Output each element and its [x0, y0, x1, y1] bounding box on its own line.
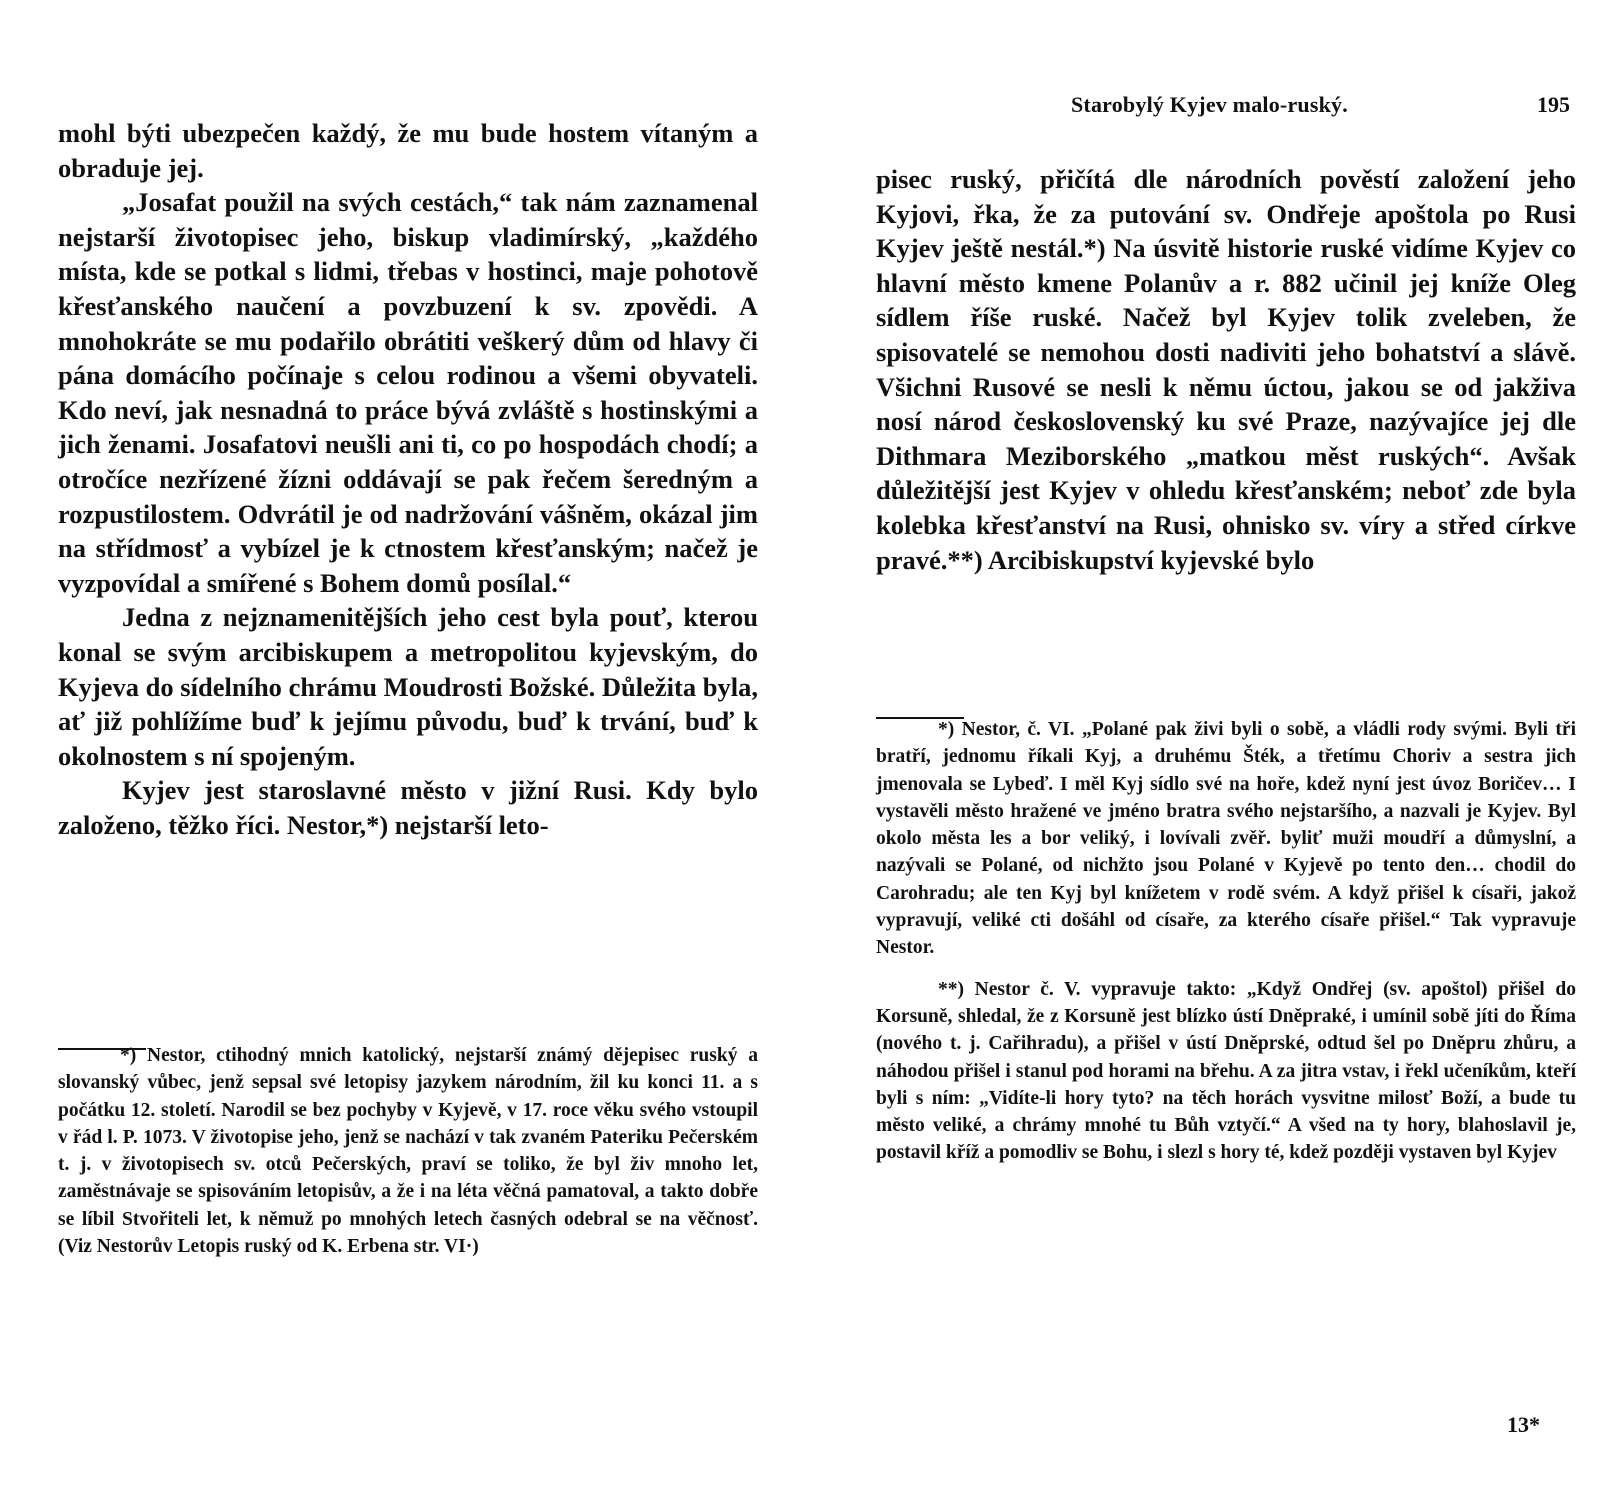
right-body-text: [876, 162, 1576, 577]
right-footnote-2: **) Nestor č. V. vypravuje takto: „Když Ondřej (sv. apoštol) přišel do Korsuně, shledal, že z Korsuně jest blízko ústí Dněpraké, i umínil sobě jíti do Říma (nového t. j. Cařihradu), a přišel v ústí Dněprské, odtud šel po Dněpru zhůru, a náhodou přišel i stanul pod horami na břehu. A za jitra vstav, i řekl učeníkům, kteří byli s ním: „Vidíte-li hory tyto? na těch horách vysvitne milosť Boží, a bude tu město veliké, a chrámy mnohé tu Bůh vztyčí.“ A všed na ty hory, blahoslavil je, postavil kříž a pomodliv se Bohu, i slezl s hory té, kdež později vystaven byl Kyjev: [876, 978, 1576, 1164]
left-page: [58, 0, 758, 1501]
right-paragraph-1: pisec ruský, přičítá dle národních pověstí založení jeho Kyjovi, řka, že za putování sv. Ondřeje apoštola po Rusi Kyjev ještě nestál.*) Na úsvitě historie ruské vidíme Kyjev co hlavní město kmene Polanův a r. 882 učinil jej kníže Oleg sídlem říše ruské. Načež byl Kyjev tolik zveleben, že spisovatelé se nemohou dosti nadiviti jeho bohatství a slávě. Všichni Rusové se nesli k němu úctou, jakou se od jakživa nosí národ československý ku své Praze, nazývajíce jej dle Dithmara Meziborského „matkou měst ruských“. Avšak důležitější jest Kyjev v ohledu křesťanském; neboť zde byla kolebka křesťanství na Rusi, ohnisko sv. víry a střed církve pravé.**) Arcibiskupství kyjevské bylo: [876, 164, 1576, 575]
right-footnotes: [876, 716, 1576, 1167]
running-header: [876, 92, 1576, 124]
left-paragraph-1: mohl býti ubezpečen každý, že mu bude hostem vítaným a obraduje jej.: [58, 118, 758, 183]
signature-mark: 13*: [1507, 1412, 1540, 1437]
running-title: Starobylý Kyjev malo-ruský.: [1071, 92, 1348, 117]
right-page: [876, 0, 1576, 1501]
left-footnotes: [58, 1042, 758, 1260]
left-body-text: [58, 116, 758, 842]
left-paragraph-4: Kyjev jest staroslavné město v jižní Rusi. Kdy bylo založeno, těžko říci. Nestor,*) nejstarší leto-: [58, 775, 758, 840]
left-paragraph-2: „Josafat použil na svých cestách,“ tak nám zaznamenal nejstarší životopisec jeho, biskup vladimírský, „každého místa, kde se potkal s lidmi, třebas v hostinci, maje pohotově křesťanského naučení a povzbuzení k sv. zpovědi. A mnohokráte se mu podařilo obrátiti veškerý dům od hlavy či pána domácího počínaje s celou rodinou a všemi obyvateli. Kdo neví, jak nesnadná to práce bývá zvláště s hostinskými a jich ženami. Josafatovi neušli ani ti, co po hospodách chodí; a otročíce nezřízené žízni oddávají se pak řečem šeredným a rozpustilostem. Odvrátil je od nadržování vášněm, okázal jim na střídmosť a vybízel je k ctnostem křesťanským; načež je vyzpovídal a smířené s Bohem domů posílal.“: [58, 187, 758, 598]
left-paragraph-3: Jedna z nejznamenitějších jeho cest byla pouť, kterou konal se svým arcibiskupem a metropolitou kyjevským, do Kyjeva do sídelního chrámu Moudrosti Božské. Důležita byla, ať již pohlížíme buď k jejímu původu, buď k trvání, buď k okolnostem s ní spojeným.: [58, 602, 758, 771]
left-footnote-1: *) Nestor, ctihodný mnich katolický, nejstarší známý dějepisec ruský a slovanský vůbec, jenž sepsal své letopisy jazykem národním, žil ku konci 11. a s počátku 12. století. Narodil se bez pochyby v Kyjevě, v 17. roce věku svého vstoupil v řád l. P. 1073. V životopise jeho, jenž se nachází v tak zvaném Pateriku Pečerském t. j. v životopisech sv. otců Pečerských, praví se toliko, že byl živ mnoho let, zaměstnávaje se spisováním letopisův, a že i na léta věčná pamatoval, a takto dobře se líbil Stvořiteli let, k němuž po mnohých letech časných odebral se na věčnosť. (Viz Nestorův Letopis ruský od K. Erbena str. VI·): [58, 1045, 758, 1258]
right-footnote-1: *) Nestor, č. VI. „Polané pak živi byli o sobě, a vládli rody svými. Byli tři bratří, jednomu říkali Kyj, a druhému Šték, a třetímu Choriv a sestra jich jmenovala se Lybeď. I měl Kyj sídlo své na hoře, kdež nyní jest úvoz Boričev… I vystavěli město hražené ve jméno bratra svého nejstaršího, a nazvali je Kyjev. Byl okolo města les a bor veliký, i lovívali zvěř. byliť muži moudří a důmyslní, a nazývali se Polané, od nichžto jsou Polané v Kyjevě po tento den… chodil do Carohradu; ale ten Kyj byl knížetem v rodě svém. A když přišel k císaři, jakož vypravují, veliké cti došáhl od císaře, za kterého císaře přišel.“ Tak vypravuje Nestor.: [876, 719, 1576, 959]
page-number: 195: [1537, 92, 1570, 117]
